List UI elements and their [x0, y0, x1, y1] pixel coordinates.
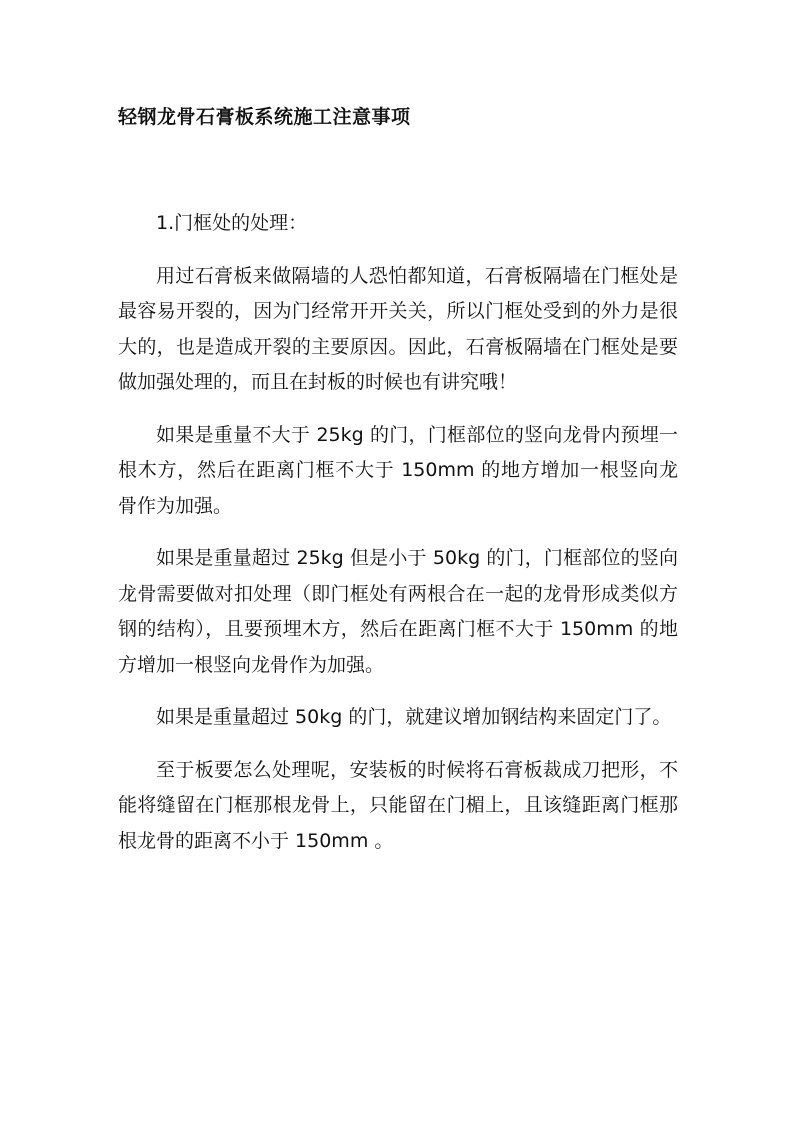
- paragraph-under-25kg: 如果是重量不大于 25kg 的门，门框部位的竖向龙骨内预埋一根木方，然后在距离门框不大于 150mm 的地方增加一根竖向龙骨作为加强。: [118, 423, 678, 517]
- section-heading: 1.门框处的处理：: [156, 212, 308, 234]
- document-title: 轻钢龙骨石膏板系统施工注意事项: [118, 106, 411, 128]
- paragraph-over-50kg: 如果是重量超过 50kg 的门，就建议增加钢结构来固定门了。: [156, 706, 672, 728]
- paragraph-intro: 用过石膏板来做隔墙的人恐怕都知道，石膏板隔墙在门框处是最容易开裂的，因为门经常开开关关，所以门框处受到的外力是很大的，也是造成开裂的主要原因。因此，石膏板隔墙在门框处是要做加强处理的，而且在封板的时候也有讲究哦！: [118, 264, 678, 393]
- paragraph-25-to-50kg: 如果是重量超过 25kg 但是小于 50kg 的门，门框部位的竖向龙骨需要做对扣处理（即门框处有两根合在一起的龙骨形成类似方钢的结构），且要预埋木方，然后在距离门框不大于 150mm 的地方增加一根竖向龙骨作为加强。: [118, 547, 678, 676]
- document-body: [118, 206, 678, 859]
- paragraph-board-handling: 至于板要怎么处理呢，安装板的时候将石膏板裁成刀把形，不能将缝留在门框那根龙骨上，只能留在门楣上，且该缝距离门框那根龙骨的距离不小于 150mm 。: [118, 758, 678, 852]
